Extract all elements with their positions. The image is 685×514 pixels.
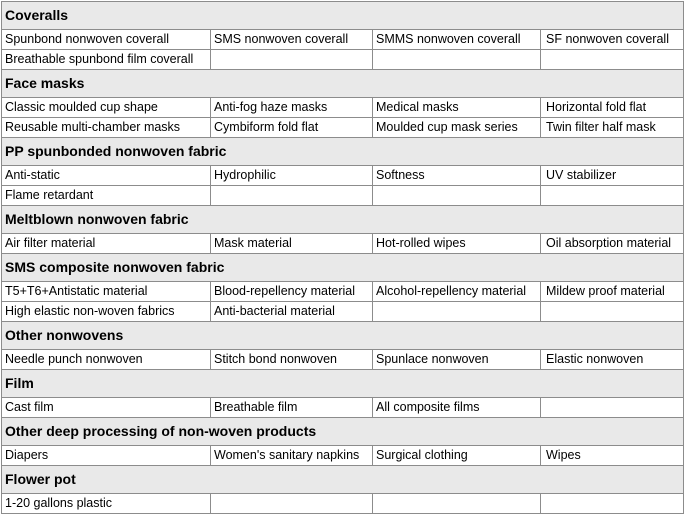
section-header-row <box>2 322 684 350</box>
table-cell: All composite films <box>373 398 541 418</box>
section-header-row <box>2 418 684 446</box>
table-cell <box>211 50 373 70</box>
table-cell: Blood-repellency material <box>211 282 373 302</box>
section-header-row <box>2 370 684 398</box>
section-header-row <box>2 466 684 494</box>
table-cell: Oil absorption material <box>541 234 684 254</box>
section-title: Face masks <box>2 70 684 98</box>
table-row <box>2 398 684 418</box>
section-title: Film <box>2 370 684 398</box>
table-cell: 1-20 gallons plastic <box>2 494 211 514</box>
table-cell: Wipes <box>541 446 684 466</box>
table-cell: Stitch bond nonwoven <box>211 350 373 370</box>
table-cell: Reusable multi-chamber masks <box>2 118 211 138</box>
table-cell: Anti-fog haze masks <box>211 98 373 118</box>
table-cell: Elastic nonwoven <box>541 350 684 370</box>
table-row <box>2 118 684 138</box>
table-cell: Cymbiform fold flat <box>211 118 373 138</box>
table-cell: T5+T6+Antistatic material <box>2 282 211 302</box>
table-body <box>2 2 684 514</box>
section-title: Flower pot <box>2 466 684 494</box>
table-row <box>2 186 684 206</box>
section-title: PP spunbonded nonwoven fabric <box>2 138 684 166</box>
table-cell <box>211 186 373 206</box>
table-cell <box>373 186 541 206</box>
table-cell <box>373 494 541 514</box>
section-title: Other deep processing of non-woven products <box>2 418 684 446</box>
table-cell <box>541 398 684 418</box>
section-header-row <box>2 138 684 166</box>
table-row <box>2 446 684 466</box>
table-cell <box>211 494 373 514</box>
table-cell: SMS nonwoven coverall <box>211 30 373 50</box>
table-cell: Needle punch nonwoven <box>2 350 211 370</box>
table-cell: Anti-static <box>2 166 211 186</box>
section-title: Coveralls <box>2 2 684 30</box>
table-cell: Twin filter half mask <box>541 118 684 138</box>
table-cell: Anti-bacterial material <box>211 302 373 322</box>
table-cell: High elastic non-woven fabrics <box>2 302 211 322</box>
table-row <box>2 30 684 50</box>
table-row <box>2 282 684 302</box>
section-header-row <box>2 206 684 234</box>
table-row <box>2 234 684 254</box>
section-header-row <box>2 254 684 282</box>
section-title: SMS composite nonwoven fabric <box>2 254 684 282</box>
table-cell: Classic moulded cup shape <box>2 98 211 118</box>
table-cell <box>373 50 541 70</box>
table-cell: Cast film <box>2 398 211 418</box>
table-cell: Alcohol-repellency material <box>373 282 541 302</box>
table-cell: Flame retardant <box>2 186 211 206</box>
table-cell: Breathable film <box>211 398 373 418</box>
table-cell: Hot-rolled wipes <box>373 234 541 254</box>
table-cell: Spunbond nonwoven coverall <box>2 30 211 50</box>
section-title: Other nonwovens <box>2 322 684 350</box>
table-row <box>2 350 684 370</box>
table-cell <box>541 302 684 322</box>
table-cell <box>373 302 541 322</box>
table-cell: Horizontal fold flat <box>541 98 684 118</box>
section-header-row <box>2 2 684 30</box>
table-cell: SF nonwoven coverall <box>541 30 684 50</box>
section-title: Meltblown nonwoven fabric <box>2 206 684 234</box>
table-row <box>2 98 684 118</box>
table-row <box>2 494 684 514</box>
table-cell <box>541 494 684 514</box>
section-header-row <box>2 70 684 98</box>
table-cell: Women's sanitary napkins <box>211 446 373 466</box>
table-cell <box>541 186 684 206</box>
table-cell: Mildew proof material <box>541 282 684 302</box>
table-cell: Spunlace nonwoven <box>373 350 541 370</box>
table-cell: Mask material <box>211 234 373 254</box>
table-cell: Air filter material <box>2 234 211 254</box>
table-cell: Diapers <box>2 446 211 466</box>
table-row <box>2 166 684 186</box>
table-cell: UV stabilizer <box>541 166 684 186</box>
table-cell <box>541 50 684 70</box>
table-cell: Softness <box>373 166 541 186</box>
table-cell: SMMS nonwoven coverall <box>373 30 541 50</box>
table-cell: Breathable spunbond film coverall <box>2 50 211 70</box>
product-category-table <box>1 1 684 514</box>
table-cell: Hydrophilic <box>211 166 373 186</box>
table-cell: Surgical clothing <box>373 446 541 466</box>
table-cell: Medical masks <box>373 98 541 118</box>
table-row <box>2 302 684 322</box>
table-row <box>2 50 684 70</box>
table-cell: Moulded cup mask series <box>373 118 541 138</box>
